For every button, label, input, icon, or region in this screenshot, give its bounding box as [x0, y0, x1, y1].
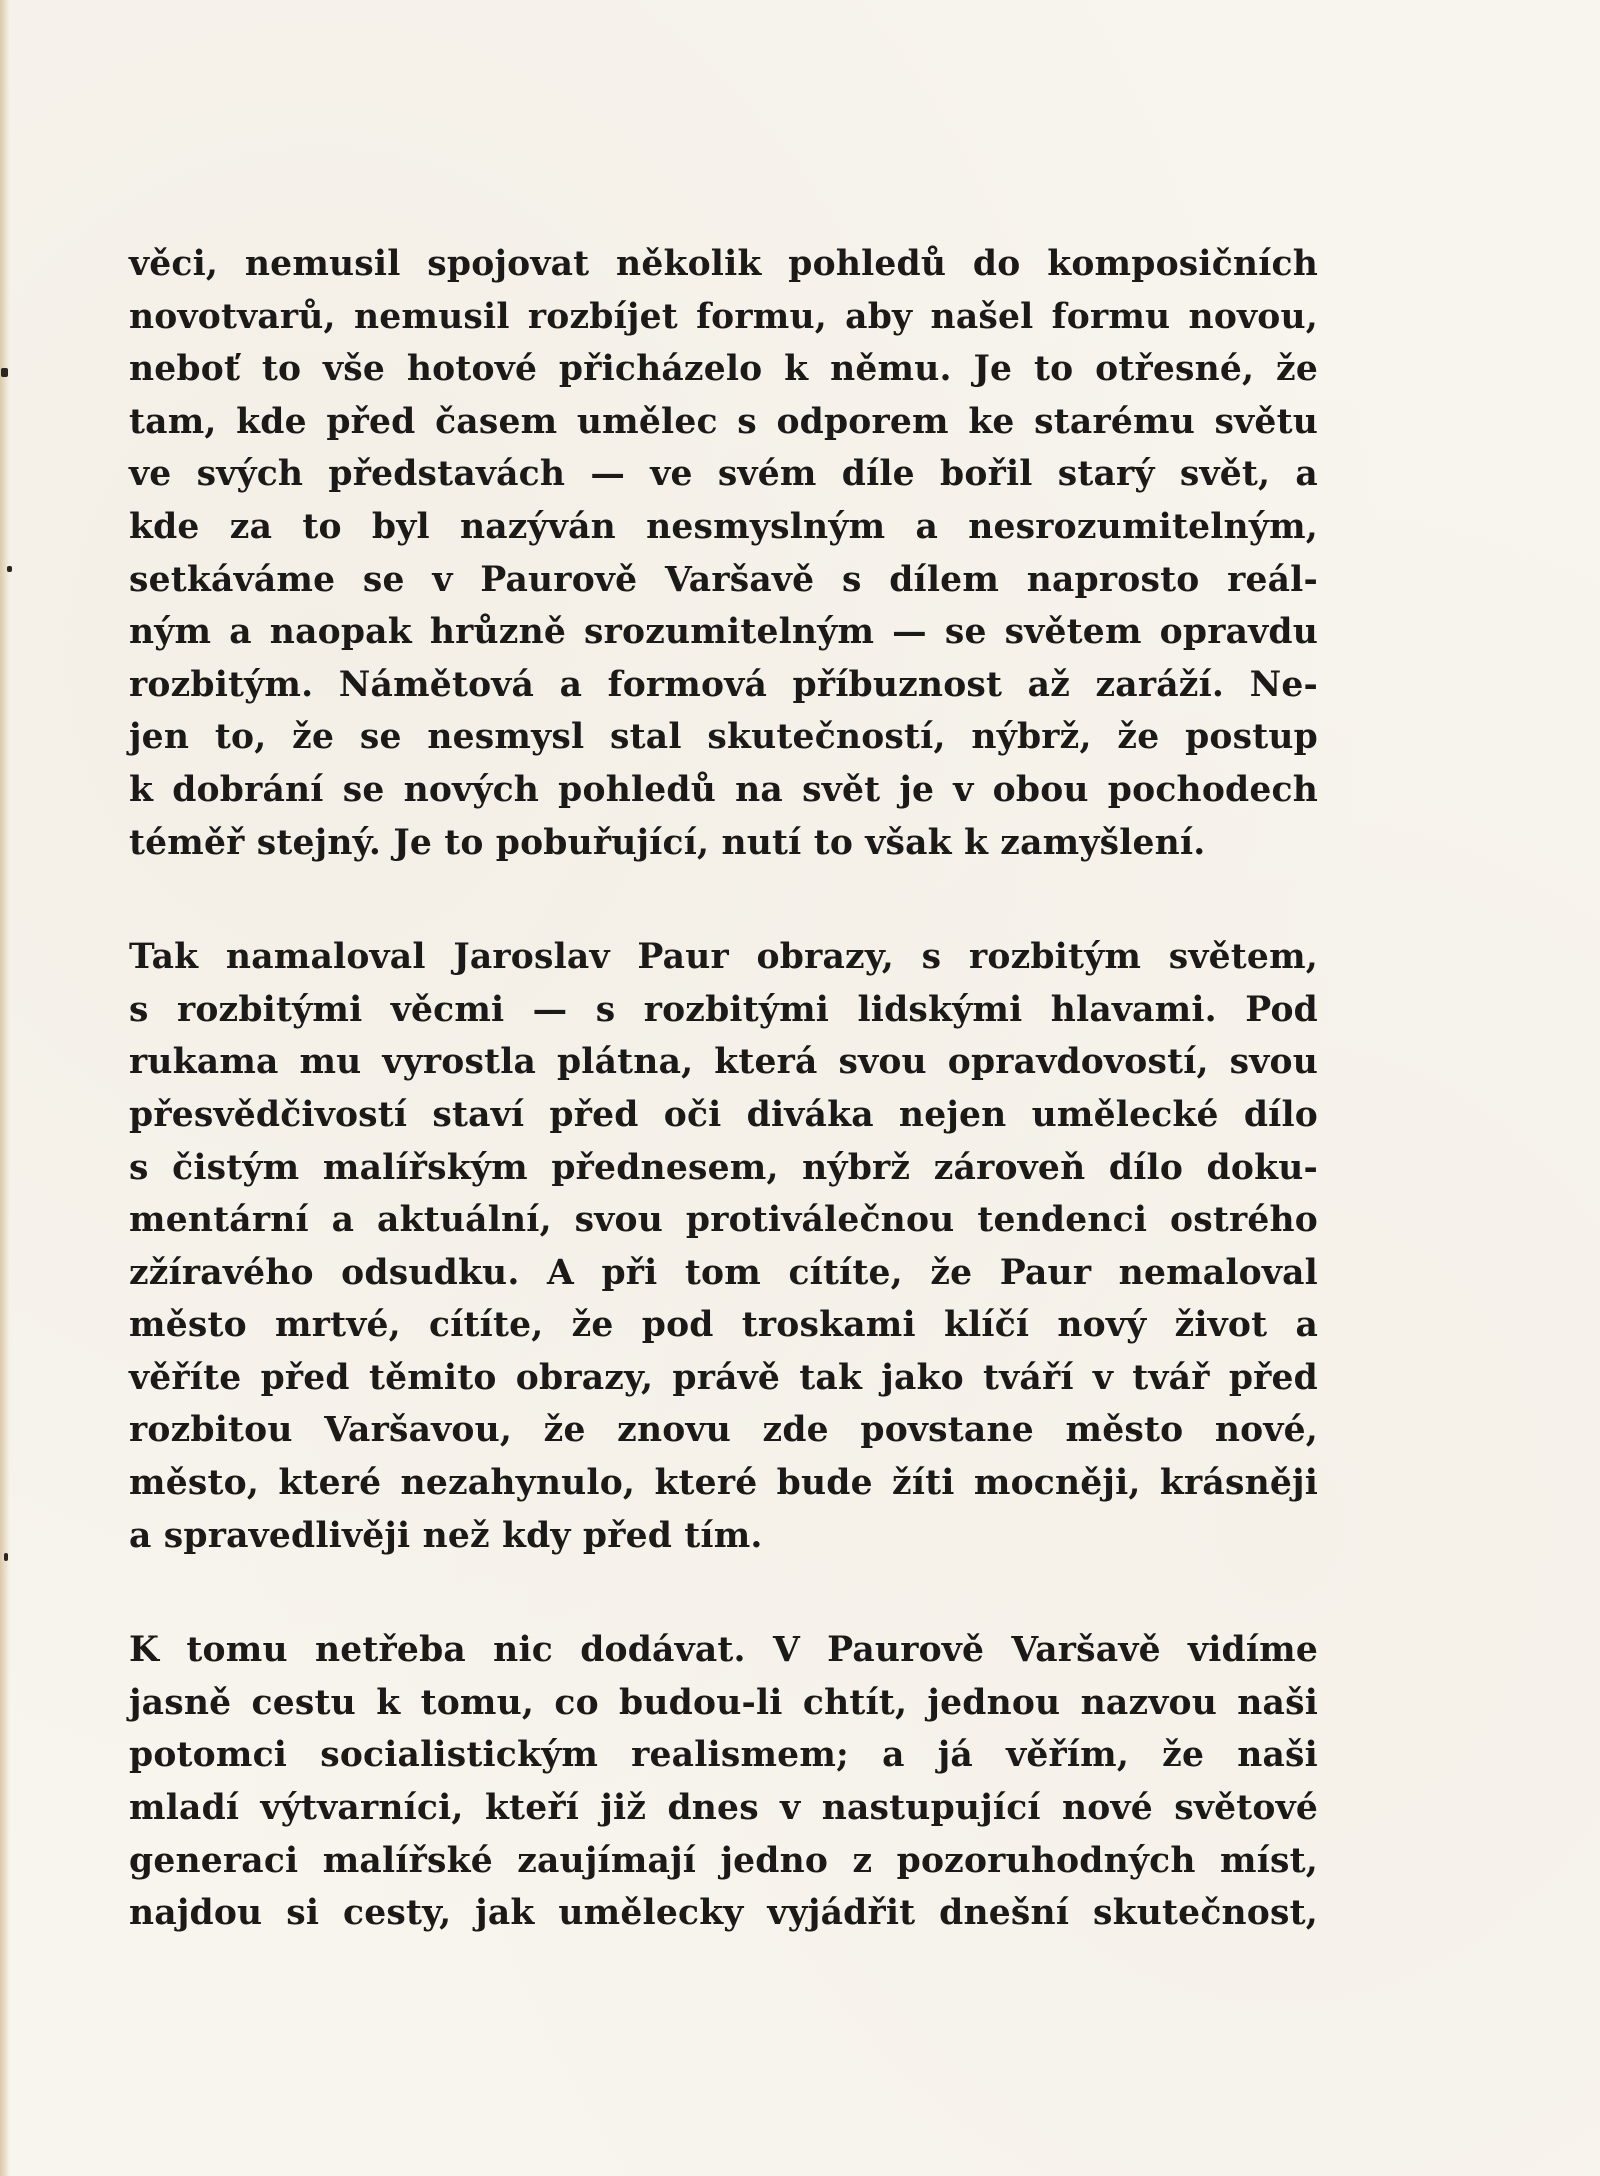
text-line: rozbitým. Námětová a formová příbuznost až zaráží. Ne- — [129, 664, 1318, 705]
text-line: zžíravého odsudku. A při tom cítíte, že Paur nemaloval — [129, 1252, 1318, 1293]
text-line: Tak namaloval Jaroslav Paur obrazy, s rozbitým světem, — [129, 937, 1318, 978]
text-line: s rozbitými věcmi — s rozbitými lidskými hlavami. Pod — [129, 989, 1318, 1030]
text-line: věříte před těmito obrazy, právě tak jako tváří v tvář před — [129, 1357, 1318, 1398]
text-line: město, které nezahynulo, které bude žíti mocněji, krásněji — [129, 1463, 1318, 1504]
text-line: generaci malířské zaujímají jedno z pozoruhodných míst, — [129, 1840, 1318, 1881]
text-line: přesvědčivostí staví před oči diváka nejen umělecké dílo — [129, 1094, 1318, 1135]
page-binding-edge — [0, 0, 10, 2176]
text-line: potomci socialistickým realismem; a já věřím, že naši — [129, 1735, 1318, 1776]
text-line: rukama mu vyrostla plátna, která svou opravdovostí, svou — [129, 1042, 1318, 1083]
text-line: K tomu netřeba nic dodávat. V Paurově Varšavě vidíme — [129, 1630, 1318, 1671]
text-line: neboť to vše hotové přicházelo k němu. Je to otřesné, že — [129, 349, 1318, 390]
text-line: téměř stejný. Je to pobuřující, nutí to však k zamyšlení. — [129, 822, 1206, 863]
text-line: mentární a aktuální, svou protiválečnou tendenci ostrého — [129, 1200, 1318, 1241]
text-line: mladí výtvarníci, kteří již dnes v nastupující nové světové — [129, 1788, 1318, 1829]
text-line: město mrtvé, cítíte, že pod troskami klíčí nový život a — [129, 1305, 1318, 1346]
paragraph-1 — [129, 238, 1318, 869]
binding-hole-mark — [7, 566, 12, 572]
text-line: věci, nemusil spojovat několik pohledů do komposičních — [129, 244, 1318, 284]
text-line: tam, kde před časem umělec s odporem ke starému světu — [129, 401, 1318, 442]
binding-hole-mark — [4, 1553, 8, 1561]
text-line: jasně cestu k tomu, co budou-li chtít, jednou nazvou naši — [129, 1682, 1318, 1723]
body-text — [129, 238, 1318, 1940]
text-line: kde za to byl nazýván nesmyslným a nesrozumitelným, — [129, 506, 1318, 547]
text-line: a spravedlivěji než kdy před tím. — [129, 1515, 763, 1556]
text-line: k dobrání se nových pohledů na svět je v obou pochodech — [129, 769, 1318, 810]
text-line: rozbitou Varšavou, že znovu zde povstane město nové, — [129, 1410, 1318, 1451]
text-line: s čistým malířským přednesem, nýbrž zároveň dílo doku- — [129, 1147, 1318, 1188]
binding-hole-mark — [1, 368, 8, 377]
text-line: jen to, že se nesmysl stal skutečností, nýbrž, že postup — [129, 717, 1318, 758]
text-line: novotvarů, nemusil rozbíjet formu, aby našel formu novou, — [129, 296, 1318, 337]
text-line: ným a naopak hrůzně srozumitelným — se světem opravdu — [129, 612, 1318, 653]
text-line: setkáváme se v Paurově Varšavě s dílem naprosto reál- — [129, 559, 1318, 600]
paragraph-2 — [129, 931, 1318, 1562]
paragraph-3 — [129, 1624, 1318, 1940]
text-line: ve svých představách — ve svém díle bořil starý svět, a — [129, 454, 1318, 495]
text-line: najdou si cesty, jak umělecky vyjádřit dnešní skutečnost, — [129, 1893, 1318, 1934]
